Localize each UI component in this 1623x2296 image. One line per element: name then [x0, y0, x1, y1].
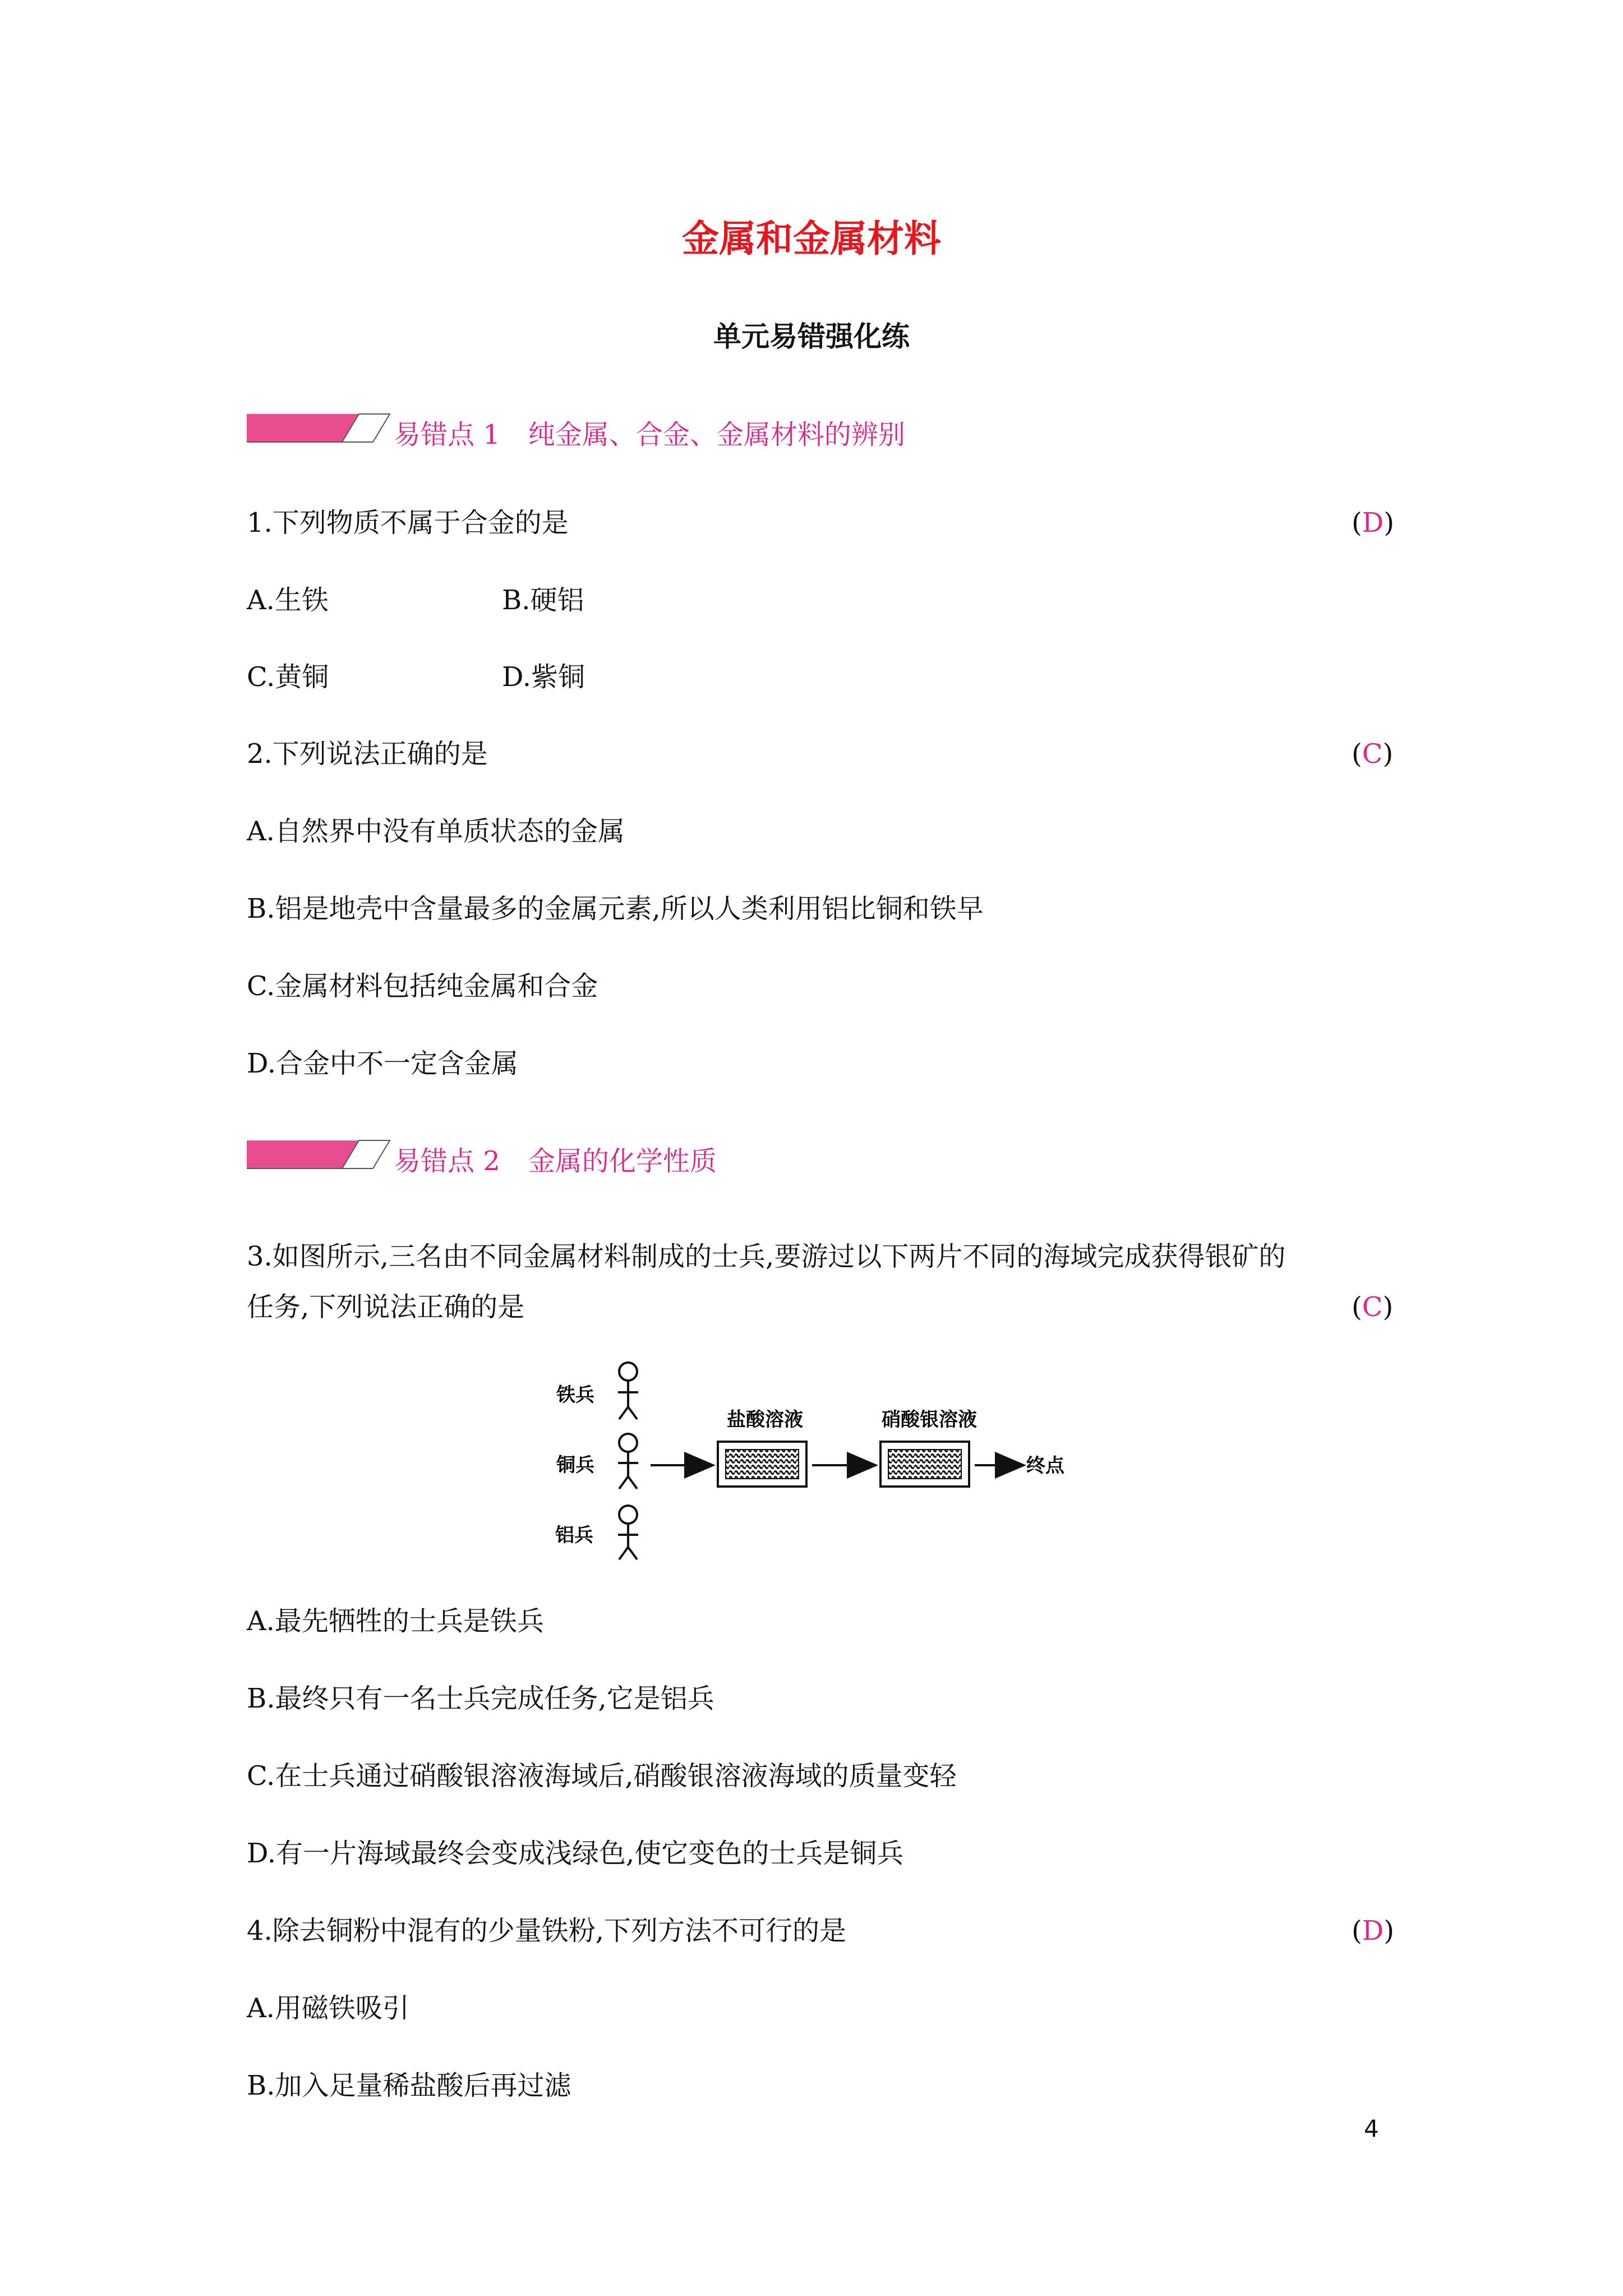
question-4-answer: (D): [1352, 1915, 1394, 1947]
section-2-heading: [394, 1143, 717, 1180]
answer-letter: D: [1362, 1915, 1384, 1947]
question-3-answer: (C): [1352, 1291, 1394, 1323]
question-4-option-b: B.加入足量稀盐酸后再过滤: [247, 2070, 571, 2101]
page-subtitle: 单元易错强化练: [713, 320, 910, 353]
soldier-aluminum-label: 铝兵: [555, 1524, 593, 1547]
question-2-option-d: D.合金中不一定含金属: [247, 1048, 519, 1079]
soldier-copper-icon: [618, 1434, 638, 1489]
tank-agno3-label: 硝酸银溶液: [882, 1409, 977, 1431]
section-marker-icon: [247, 409, 393, 447]
tank-hcl-label: 盐酸溶液: [727, 1409, 803, 1431]
section-1-heading: [394, 416, 905, 453]
section-marker-icon: [247, 1136, 393, 1173]
end-label: 终点: [1026, 1455, 1064, 1477]
question-1-option-b: B.硬铝: [502, 585, 584, 616]
question-3-option-c: C.在士兵通过硝酸银溶液海域后,硝酸银溶液海域的质量变轻: [247, 1760, 957, 1792]
question-3-option-a: A.最先牺牲的士兵是铁兵: [247, 1605, 544, 1637]
soldier-iron-icon: [618, 1363, 638, 1419]
question-4-option-a: A.用磁铁吸引: [247, 1993, 409, 2024]
answer-letter: C: [1362, 738, 1383, 770]
question-1-stem: 1.下列物质不属于合金的是: [247, 507, 569, 539]
question-3-option-b: B.最终只有一名士兵完成任务,它是铝兵: [247, 1683, 714, 1714]
tank-agno3-icon: [880, 1442, 969, 1487]
answer-letter: C: [1362, 1291, 1383, 1323]
answer-letter: D: [1362, 507, 1384, 539]
question-1-option-c: C.黄铜: [247, 661, 329, 693]
section-1-label: 易错点 1: [394, 419, 500, 450]
page-number: 4: [1364, 2115, 1379, 2142]
soldier-iron-label: 铁兵: [556, 1384, 594, 1406]
section-2-label: 易错点 2: [394, 1145, 500, 1177]
question-1-option-d: D.紫铜: [502, 661, 585, 693]
soldier-copper-label: 铜兵: [556, 1454, 594, 1476]
soldier-diagram: [555, 1358, 1094, 1571]
question-1-answer: (D): [1352, 507, 1394, 539]
question-1-option-a: A.生铁: [247, 585, 329, 616]
question-2-answer: (C): [1352, 738, 1394, 770]
question-2-option-a: A.自然界中没有单质状态的金属: [247, 816, 625, 847]
question-4-stem: 4.除去铜粉中混有的少量铁粉,下列方法不可行的是: [247, 1915, 847, 1947]
tank-hcl-icon: [718, 1442, 806, 1487]
question-3-stem-line1: 3.如图所示,三名由不同金属材料制成的士兵,要游过以下两片不同的海域完成获得银矿的: [247, 1241, 1286, 1272]
question-2-option-c: C.金属材料包括纯金属和合金: [247, 970, 598, 1002]
section-1-text: 纯金属、合金、金属材料的辨别: [528, 419, 905, 450]
question-3-stem-line2: 任务,下列说法正确的是: [247, 1291, 525, 1323]
page-title: 金属和金属材料: [682, 217, 941, 260]
question-2-option-b: B.铝是地壳中含量最多的金属元素,所以人类利用铝比铜和铁早: [247, 893, 984, 924]
question-2-stem: 2.下列说法正确的是: [247, 738, 488, 770]
soldier-aluminum-icon: [618, 1506, 638, 1559]
section-2-text: 金属的化学性质: [528, 1145, 717, 1177]
question-3-option-d: D.有一片海域最终会变成浅绿色,使它变色的士兵是铜兵: [247, 1838, 904, 1869]
